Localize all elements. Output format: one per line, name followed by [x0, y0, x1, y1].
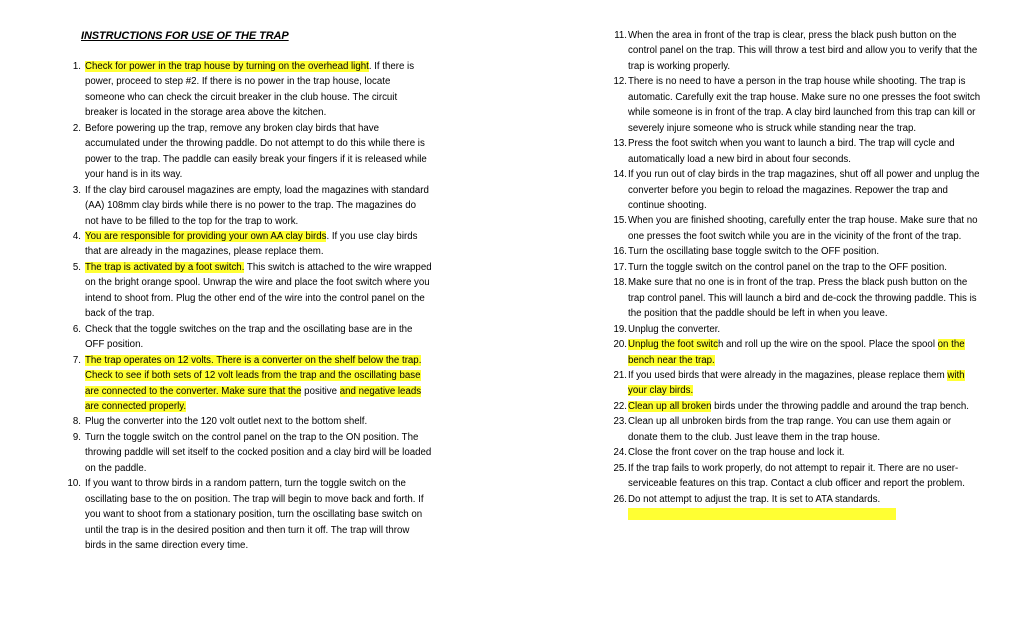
item-text: Plug the converter into the 120 volt outlet next to the bottom shelf. [85, 416, 368, 428]
item-number: 14. [613, 169, 627, 181]
instruction-item [62, 183, 432, 229]
item-number: 25. [613, 462, 627, 474]
instruction-item [606, 74, 981, 136]
item-number: 17. [613, 261, 627, 273]
item-number: 21. [613, 369, 627, 381]
item-number: 22. [613, 400, 627, 412]
item-number: 8. [72, 416, 81, 428]
item-number: 9. [72, 431, 81, 443]
item-number: 12. [613, 76, 627, 88]
item-number: 26. [613, 493, 627, 505]
item-number: 10. [67, 478, 81, 490]
item-text: Before powering up the trap, remove any broken clay birds that have accumulated under the throwing paddle. Do not attempt to do this while there is power to the trap. The paddle can easily break your fingers if it is released while your hand is in its way. [85, 122, 427, 181]
instruction-item [62, 59, 432, 121]
highlighted-text: Unplug the foot switc [628, 339, 718, 351]
item-number: 1. [72, 61, 81, 72]
instruction-item [606, 445, 981, 460]
highlight-bar [628, 508, 896, 520]
highlighted-text: with your clay birds. [628, 369, 965, 397]
item-text: Close the front cover on the trap house and lock it. [628, 447, 845, 459]
item-text: Unplug the converter. [628, 323, 721, 335]
item-number: 5. [72, 261, 81, 273]
item-number: 3. [72, 184, 81, 196]
item-text: If you run out of clay birds in the trap magazines, shut off all power and unplug the converter before you begin to reload the magazines. Repower the trap and continue shooting. [628, 169, 980, 211]
instruction-list-left [62, 59, 432, 554]
instruction-item [606, 492, 981, 520]
instruction-item [62, 229, 432, 260]
instruction-item [606, 244, 981, 259]
item-text: Do not attempt to adjust the trap. It is set to ATA standards. [628, 493, 881, 505]
item-number: 23. [613, 416, 627, 428]
highlighted-text: on the bench near the trap. [628, 339, 965, 366]
instruction-item [606, 275, 981, 321]
item-number: 18. [613, 277, 627, 289]
item-number: 11. [614, 30, 627, 41]
instruction-item [62, 353, 432, 415]
instruction-list-right [606, 28, 981, 520]
highlighted-text: Check for power in the trap house by turning on the overhead light [85, 61, 369, 72]
item-text: Make sure that no one is in front of the trap. Press the black push button on the trap control panel. This will launch a bird and de-cock the throwing paddle. This is the position that the paddle should be left in when you leave. [628, 277, 977, 320]
item-number: 24. [613, 447, 627, 459]
instruction-item [606, 337, 981, 368]
item-text: . If there is power, proceed to step #2. If there is no power in the trap house, locate someone who can check the circuit breaker in the club house. The circuit breaker is located in the storage area above the kitchen. [85, 61, 415, 119]
item-text: . If you use clay birds that are already in the magazines, please replace them. [85, 230, 418, 258]
instruction-item [62, 121, 432, 183]
highlighted-text: The trap is activated by a foot switch. [85, 261, 245, 273]
item-text: birds under the throwing paddle and around the trap bench. [711, 400, 969, 412]
instruction-item [62, 430, 432, 476]
item-number: 4. [72, 230, 81, 242]
instruction-item [62, 414, 432, 429]
item-number: 20. [613, 339, 627, 351]
item-text: If the clay bird carousel magazines are empty, load the magazines with standard (AA) 108mm clay birds while there is no power to the trap. The magazines do not have to be filled to the top for the trap to work. [85, 184, 429, 227]
page-title: INSTRUCTIONS FOR USE OF THE TRAP [81, 30, 289, 42]
item-number: 2. [72, 122, 81, 134]
instruction-item [606, 461, 981, 492]
item-text: Turn the oscillating base toggle switch to the OFF position. [628, 246, 880, 258]
item-text: Check that the toggle switches on the trap and the oscillating base are in the OFF position. [85, 323, 413, 351]
instruction-item [62, 476, 432, 553]
highlighted-text: and negative leads are connected properly. [85, 385, 422, 412]
instruction-item [606, 136, 981, 167]
item-text: When you are finished shooting, carefully enter the trap house. Make sure that no one presses the foot switch while you are in the vicinity of the front of the trap. [628, 215, 978, 242]
highlighted-text: You are responsible for providing your own AA clay birds [85, 230, 327, 242]
item-text: If the trap fails to work properly, do not attempt to repair it. There are no user-serviceable features on this trap. Contact a club officer and report the problem. [628, 462, 965, 490]
instruction-item [62, 260, 432, 322]
item-text: Press the foot switch when you want to launch a bird. The trap will cycle and automatically load a new bird in about four seconds. [628, 138, 955, 165]
highlighted-text: Clean up all broken [628, 400, 712, 412]
item-text: This switch is attached to the wire wrapped on the bright orange spool. Unwrap the wire and place the foot switch where you intend to shoot from. Plug the other end of the wire into the control panel on the back of the trap. [85, 261, 432, 320]
instruction-item [606, 414, 981, 445]
item-number: 13. [613, 138, 627, 150]
item-number: 7. [72, 354, 81, 366]
instruction-item [606, 260, 981, 275]
item-number: 6. [72, 323, 81, 335]
item-text: Turn the toggle switch on the control panel on the trap to the OFF position. [628, 261, 947, 273]
instruction-item [606, 368, 981, 399]
instruction-item [606, 322, 981, 337]
item-number: 16. [613, 246, 627, 258]
instruction-item [606, 213, 981, 244]
highlighted-text: The trap operates on 12 volts. There is a converter on the shelf below the trap. Check to see if both sets of 12 volt leads from the trap and the oscillating base are connected to the converter. Make sure that the [85, 354, 422, 397]
item-text: h and roll up the wire on the spool. Place the spool [717, 339, 938, 351]
instruction-item [62, 322, 432, 353]
instruction-item [606, 399, 981, 414]
item-number: 15. [613, 215, 627, 227]
item-text: positive [301, 385, 338, 397]
item-text: When the area in front of the trap is clear, press the black push button on the control panel on the trap. This will throw a test bird and allow you to verify that the trap is working properly. [628, 30, 978, 72]
item-text: If you want to throw birds in a random pattern, turn the toggle switch on the oscillating base to the on position. The trap will begin to move back and forth. If you want to shoot from a stationary position, turn the oscillating base switch on until the trap is in the desired position and then turn it off. The trap will throw birds in the same direction every time. [85, 478, 424, 552]
item-text: Turn the toggle switch on the control panel on the trap to the ON position. The throwing paddle will set itself to the cocked position and a clay bird will be loaded on the paddle. [85, 431, 432, 474]
item-text: Clean up all unbroken birds from the trap range. You can use them again or donate them to the club. Just leave them in the trap house. [628, 416, 952, 443]
item-text: There is no need to have a person in the trap house while shooting. The trap is automatic. Carefully exit the trap house. Make sure no one presses the foot switch while someone is in front of the trap. A clay bird launched from this trap can kill or severely injure someone who is struck while standing near the trap. [628, 76, 981, 134]
instruction-item [606, 28, 981, 74]
item-text: If you used birds that were already in the magazines, please replace them [628, 369, 948, 381]
instruction-item [606, 167, 981, 213]
item-number: 19. [613, 323, 627, 335]
